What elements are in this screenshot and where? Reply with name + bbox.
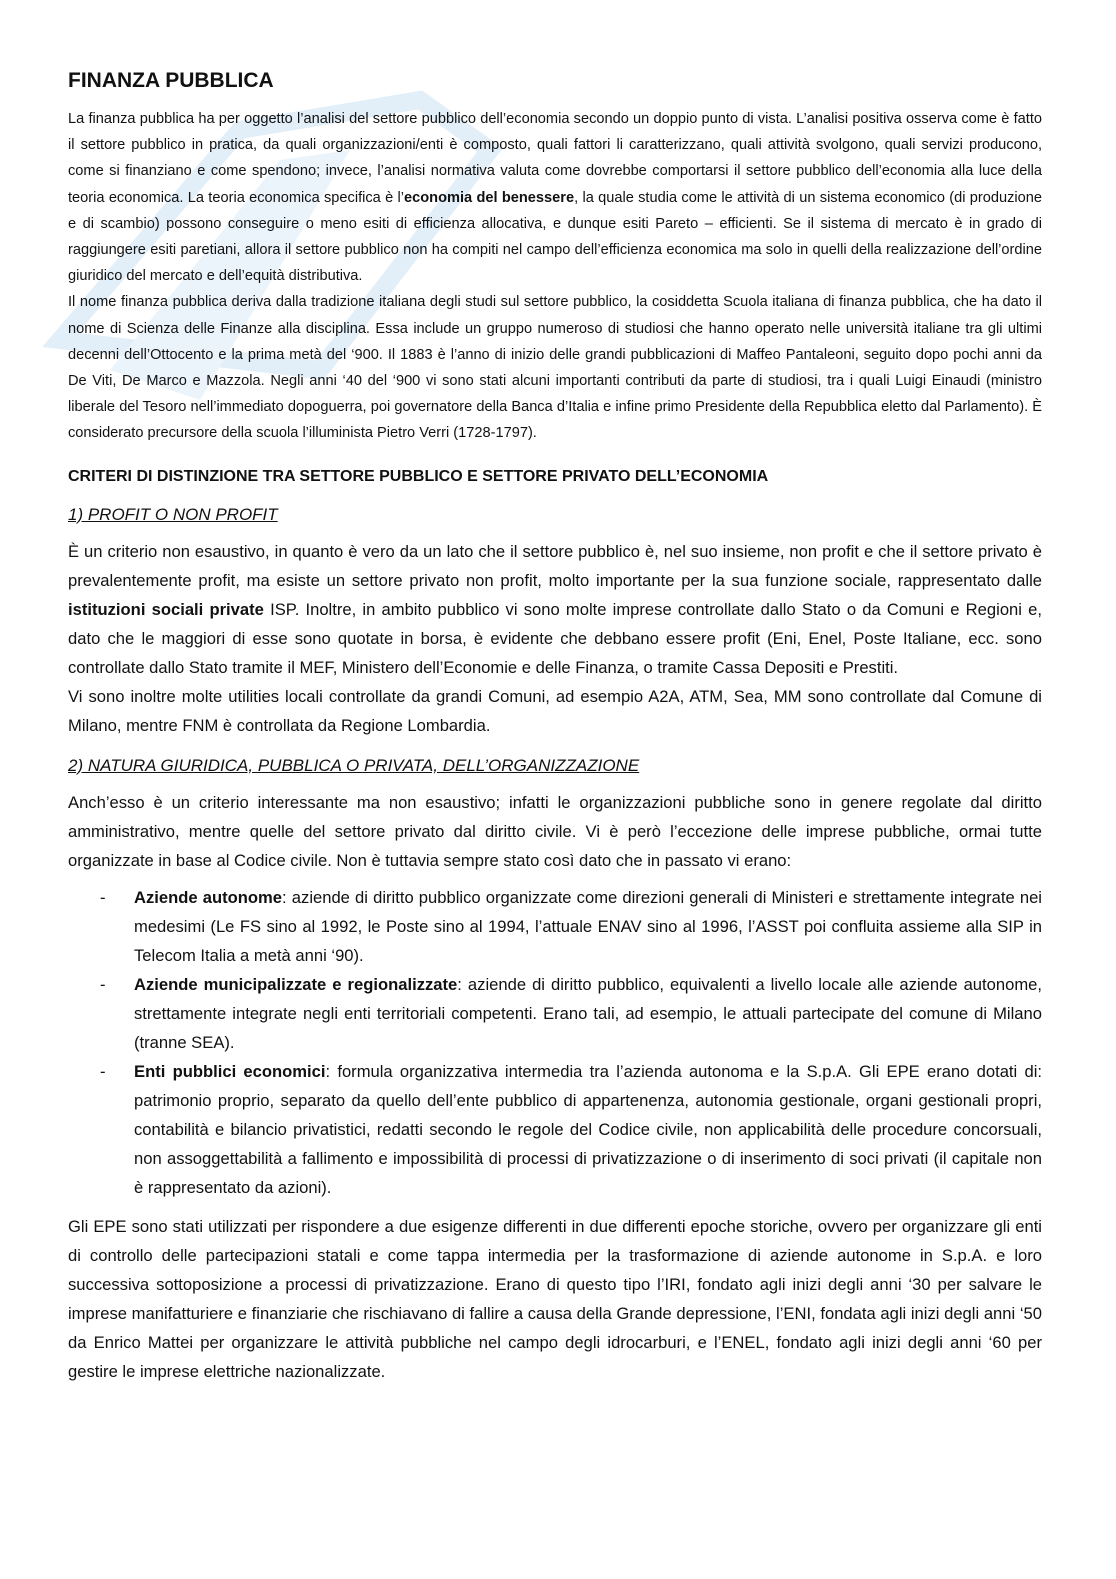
document-page xyxy=(68,68,1042,1386)
criterion-2-paragraph-1: Anch’esso è un criterio interessante ma non esaustivo; infatti le organizzazioni pubbliche sono in genere regolate dal diritto amministrativo, mentre quelle del settore privato dal diritto civile. Vi è però l’eccezione delle imprese pubbliche, ormai tutte organizzate in base al Codice civile. Non è tuttavia sempre stato così dato che in passato vi erano: xyxy=(68,792,1042,870)
list-item: - Enti pubblici economici: formula organizzativa intermedia tra l’azienda autonoma e la S.p.A. Gli EPE erano dotati di: patrimonio proprio, separato da quello dell’ente pubblico di appartenenza, autonomia gestionale, organi gestionali propri, contabilità e bilancio privatistici, redatti secondo le regole del Codice civile, non applicabilità delle procedure concorsuali, non assoggettabilità a fallimento e impossibilità di processi di privatizzazione o di inserimento di soci privati (il capitale non è rappresentato da azioni). xyxy=(100,1061,1042,1197)
criterion-1-paragraph-2: Vi sono inoltre molte utilities locali controllate da grandi Comuni, ad esempio A2A, ATM, Sea, MM sono controllate dal Comune di Milano, mentre FNM è controllata da Regione Lombardia. xyxy=(68,686,1042,735)
list-item: - Aziende municipalizzate e regionalizzate: aziende di diritto pubblico, equivalenti a livello locale alle aziende autonome, strettamente integrate negli enti territoriali competenti. Erano tali, ad esempio, le attuali partecipate del comune di Milano (tranne SEA). xyxy=(100,974,1042,1052)
intro-paragraph-2: Il nome finanza pubblica deriva dalla tradizione italiana degli studi sul settore pubblico, la cosiddetta Scuola italiana di finanza pubblica, che ha dato il nome di Scienza delle Finanze alla disciplina. Essa include un gruppo numeroso di studiosi che hanno operato nelle università italiane tra gli ultimi decenni dell’Ottocento e la prima metà del ‘900. Il 1883 è l’anno di inizio delle grandi pubblicazioni di Maffeo Pantaleoni, seguito dopo pochi anni da De Viti, De Marco e Mazzola. Negli anni ‘40 del ‘900 vi sono stati alcuni importanti contributi da parte di studiosi, tra i quali Luigi Einaudi (ministro liberale del Tesoro nell’immediato dopoguerra, poi governatore della Banca d’Italia e infine primo Presidente della Repubblica eletto dal Parlamento). È considerato precursore della scuola l’illuminista Pietro Verri (1728-1797). xyxy=(68,294,1042,442)
criterion-2-paragraph-2: Gli EPE sono stati utilizzati per rispondere a due esigenze differenti in due differenti epoche storiche, ovvero per organizzare gli enti di controllo delle partecipazioni statali e come tappa intermedia per la trasformazione di aziende autonome in S.p.A. e loro successiva sottoposizione a processi di privatizzazione. Erano di questo tipo l’IRI, fondato agli inizi degli anni ‘30 per salvare le imprese manifatturiere e finanziarie che rischiavano di fallire a causa della Grande depressione, l’ENI, fondata agli inizi degli anni ‘50 da Enrico Mattei per organizzare le attività pubbliche nel campo degli idrocarburi, e l’ENEL, fondato agli inizi degli anni ‘60 per gestire le imprese elettriche nazionalizzate. xyxy=(68,1216,1042,1381)
page-title: FINANZA PUBBLICA xyxy=(68,69,274,92)
criterion-1-paragraph-1: È un criterio non esaustivo, in quanto è vero da un lato che il settore pubblico è, nel suo insieme, non profit e che il settore privato è prevalentemente profit, ma esiste un settore privato non profit, molto importante per la sua funzione sociale, rappresentato dalle istituzioni sociali private ISP. Inoltre, in ambito pubblico vi sono molte imprese controllate dallo Stato o da Comuni e Regioni e, dato che le maggiori di esse sono quotate in borsa, è evidente che debbano essere profit (Eni, Enel, Poste Italiane, ecc. sono controllate dallo Stato tramite il MEF, Ministero dell’Economie e delle Finanza, o tramite Cassa Depositi e Prestiti. xyxy=(68,541,1042,677)
criterion-2-heading: 2) NATURA GIURIDICA, PUBBLICA O PRIVATA, DELL’ORGANIZZAZIONE xyxy=(68,755,640,775)
section-heading: CRITERI DI DISTINZIONE TRA SETTORE PUBBLICO E SETTORE PRIVATO DELL’ECONOMIA xyxy=(68,467,769,485)
list-item: - Aziende autonome: aziende di diritto pubblico organizzate come direzioni generali di Ministeri e strettamente integrate nei medesimi (Le FS sino al 1992, le Poste sino al 1994, l’attuale ENAV sino al 1996, l’ASST poi confluita assieme alla SIP in Telecom Italia a metà anni ‘90). xyxy=(100,887,1042,965)
bold-term-economia-benessere: economia del benessere xyxy=(404,189,575,206)
bold-term-isp: istituzioni sociali private xyxy=(68,599,264,619)
organization-types-list xyxy=(68,883,1042,1202)
intro-paragraph-1: La finanza pubblica ha per oggetto l’analisi del settore pubblico dell’economia secondo un doppio punto di vista. L’analisi positiva osserva come è fatto il settore pubblico in pratica, da quali organizzazioni/enti è composto, quali fattori li caratterizzano, quali attività svolgono, quali servizi producono, come si finanziano e come spendono; invece, l’analisi normativa valuta come dovrebbe comportarsi il settore pubblico dell’economia alla luce della teoria economica. La teoria economica specifica è l’economia del benessere, la quale studia come le attività di un sistema economico (di produzione e di scambio) possono conseguire o meno esiti di efficienza allocativa, e dunque esiti Pareto – efficienti. Se il sistema di mercato è in grado di raggiungere esiti paretiani, allora il settore pubblico non ha compiti nel campo dell’efficienza economica ma solo in quelli della realizzazione dell’ordine giuridico del mercato e dell’equità distributiva. xyxy=(68,111,1042,285)
criterion-1-heading: 1) PROFIT O NON PROFIT xyxy=(68,504,278,524)
